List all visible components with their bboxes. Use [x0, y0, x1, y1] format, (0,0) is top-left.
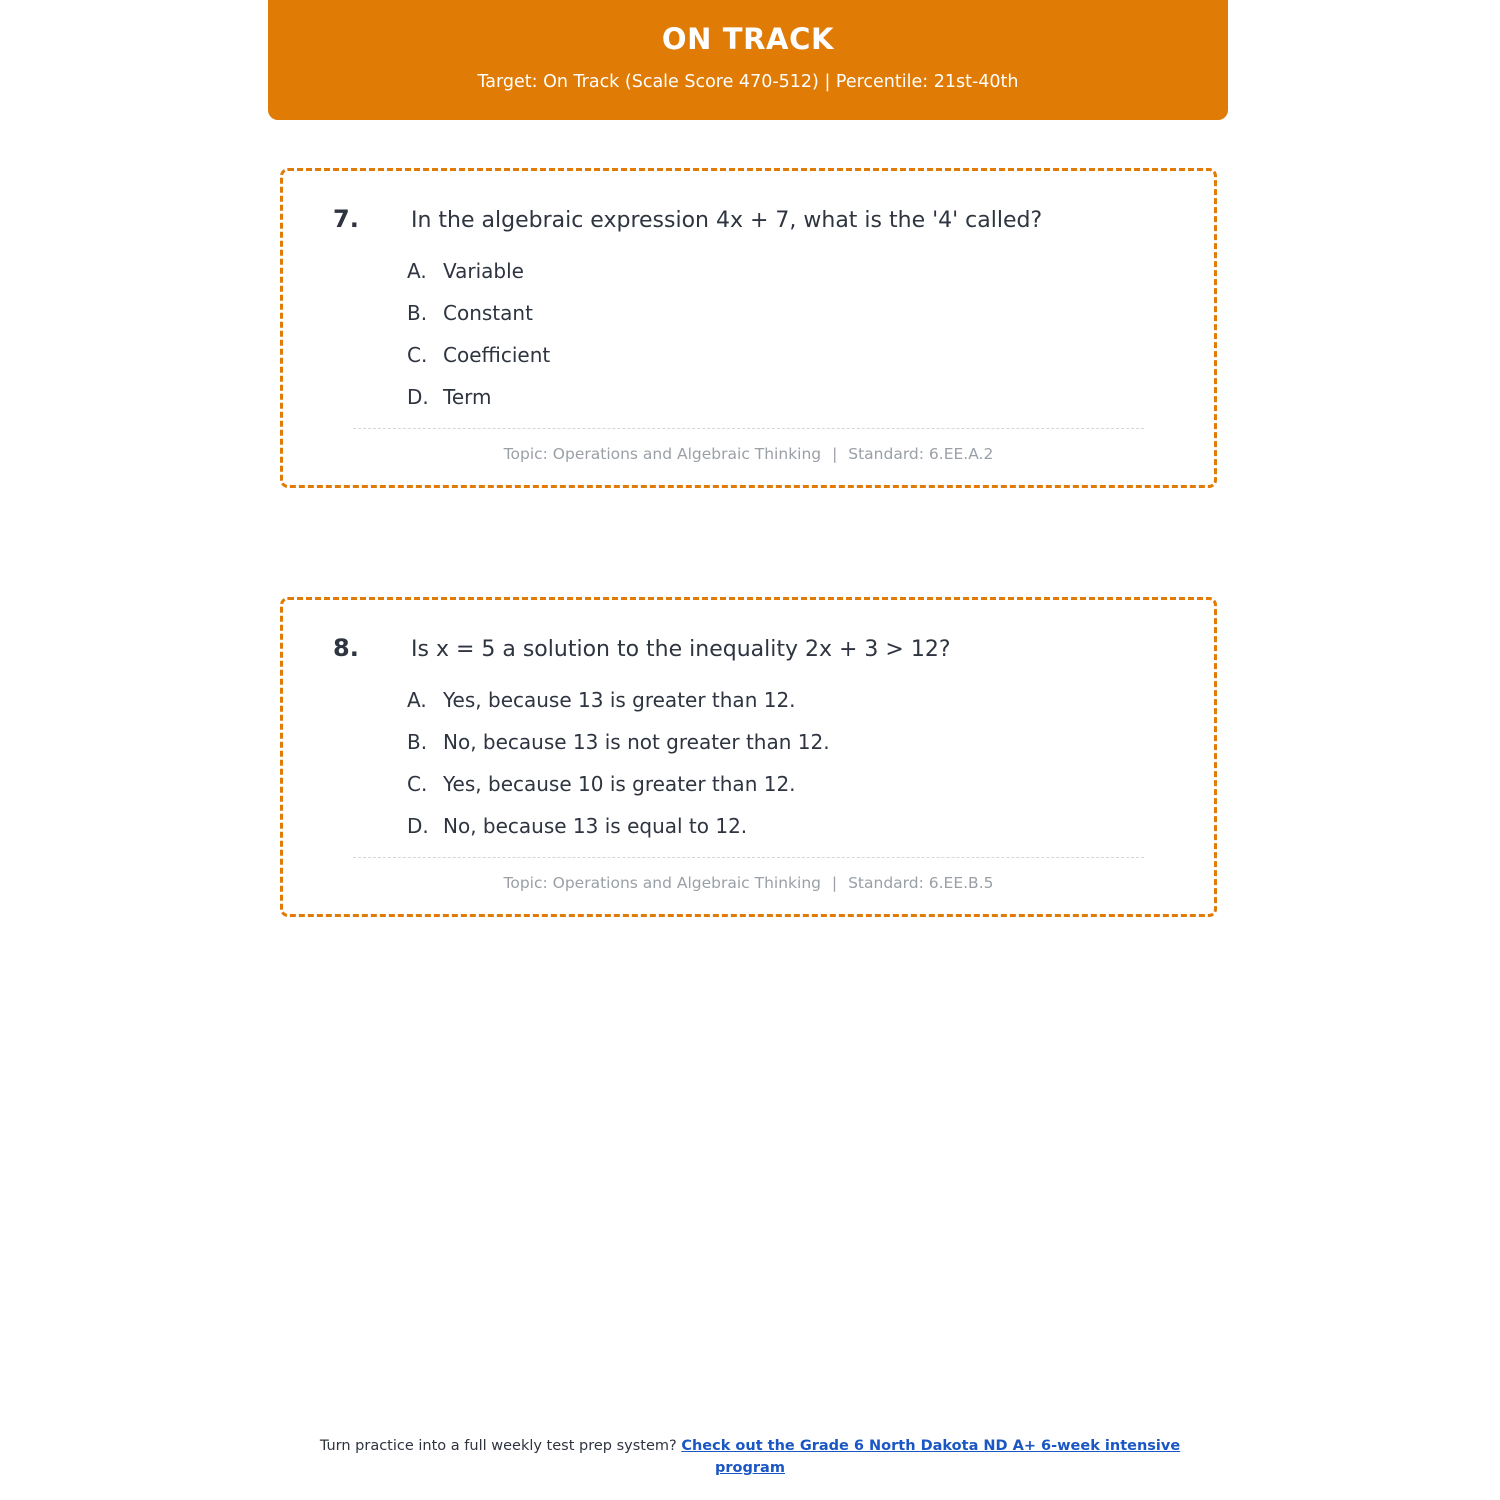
footer-text: Turn practice into a full weekly test prep system? — [319, 1438, 682, 1454]
option-text: No, because 13 is equal to 12. — [443, 813, 748, 838]
answer-option[interactable] — [407, 771, 1174, 797]
standard-label: Standard: 6.EE.A.2 — [848, 444, 994, 463]
question-number: 8. — [333, 634, 359, 662]
question-prompt: In the algebraic expression 4x + 7, what is the '4' called? — [411, 208, 1043, 233]
option-letter: B. — [407, 300, 428, 325]
option-letter: C. — [407, 771, 428, 796]
topic-label: Topic: Operations and Algebraic Thinking — [503, 444, 822, 463]
option-text: Yes, because 10 is greater than 12. — [443, 771, 796, 796]
answer-option[interactable] — [407, 687, 1174, 713]
question-card — [280, 597, 1217, 917]
meta-separator: | — [832, 444, 838, 463]
footer-promo-link[interactable]: Check out the Grade 6 North Dakota ND A+ 6-week intensive program — [681, 1438, 1181, 1476]
option-letter: A. — [407, 258, 427, 283]
option-text: Term — [443, 384, 492, 409]
footer — [0, 1436, 1500, 1480]
option-letter: D. — [407, 384, 429, 409]
answer-option[interactable] — [407, 342, 1174, 368]
answer-option[interactable] — [407, 729, 1174, 755]
question-card — [280, 168, 1217, 488]
standard-label: Standard: 6.EE.B.5 — [848, 873, 994, 892]
question-header — [333, 205, 1174, 236]
option-text: Coefficient — [443, 342, 551, 367]
option-letter: B. — [407, 729, 428, 754]
band-subtitle: Target: On Track (Scale Score 470-512) | Percentile: 21st-40th — [477, 71, 1019, 92]
meta-separator: | — [831, 873, 838, 892]
answer-option[interactable] — [407, 384, 1174, 410]
question-metadata — [323, 445, 1174, 463]
answer-option[interactable] — [407, 258, 1174, 284]
question-metadata — [323, 874, 1174, 892]
question-prompt: Is x = 5 a solution to the inequality 2x + 3 > 12? — [411, 637, 951, 662]
option-text: No, because 13 is not greater than 12. — [443, 729, 830, 754]
divider — [353, 857, 1144, 858]
question-number: 7. — [333, 205, 359, 233]
answer-options — [323, 258, 1174, 410]
option-letter: D. — [407, 813, 429, 838]
answer-option[interactable] — [407, 300, 1174, 326]
topic-label: Topic: Operations and Algebraic Thinking — [503, 873, 821, 892]
option-text: Yes, because 13 is greater than 12. — [443, 687, 796, 712]
band-title: ON TRACK — [661, 22, 835, 56]
question-header — [333, 634, 1174, 665]
performance-band-banner — [268, 0, 1228, 120]
option-text: Variable — [443, 258, 524, 283]
option-letter: A. — [407, 687, 427, 712]
option-text: Constant — [443, 300, 533, 325]
answer-option[interactable] — [407, 813, 1174, 839]
option-letter: C. — [407, 342, 428, 367]
answer-options — [323, 687, 1174, 839]
divider — [353, 428, 1144, 429]
